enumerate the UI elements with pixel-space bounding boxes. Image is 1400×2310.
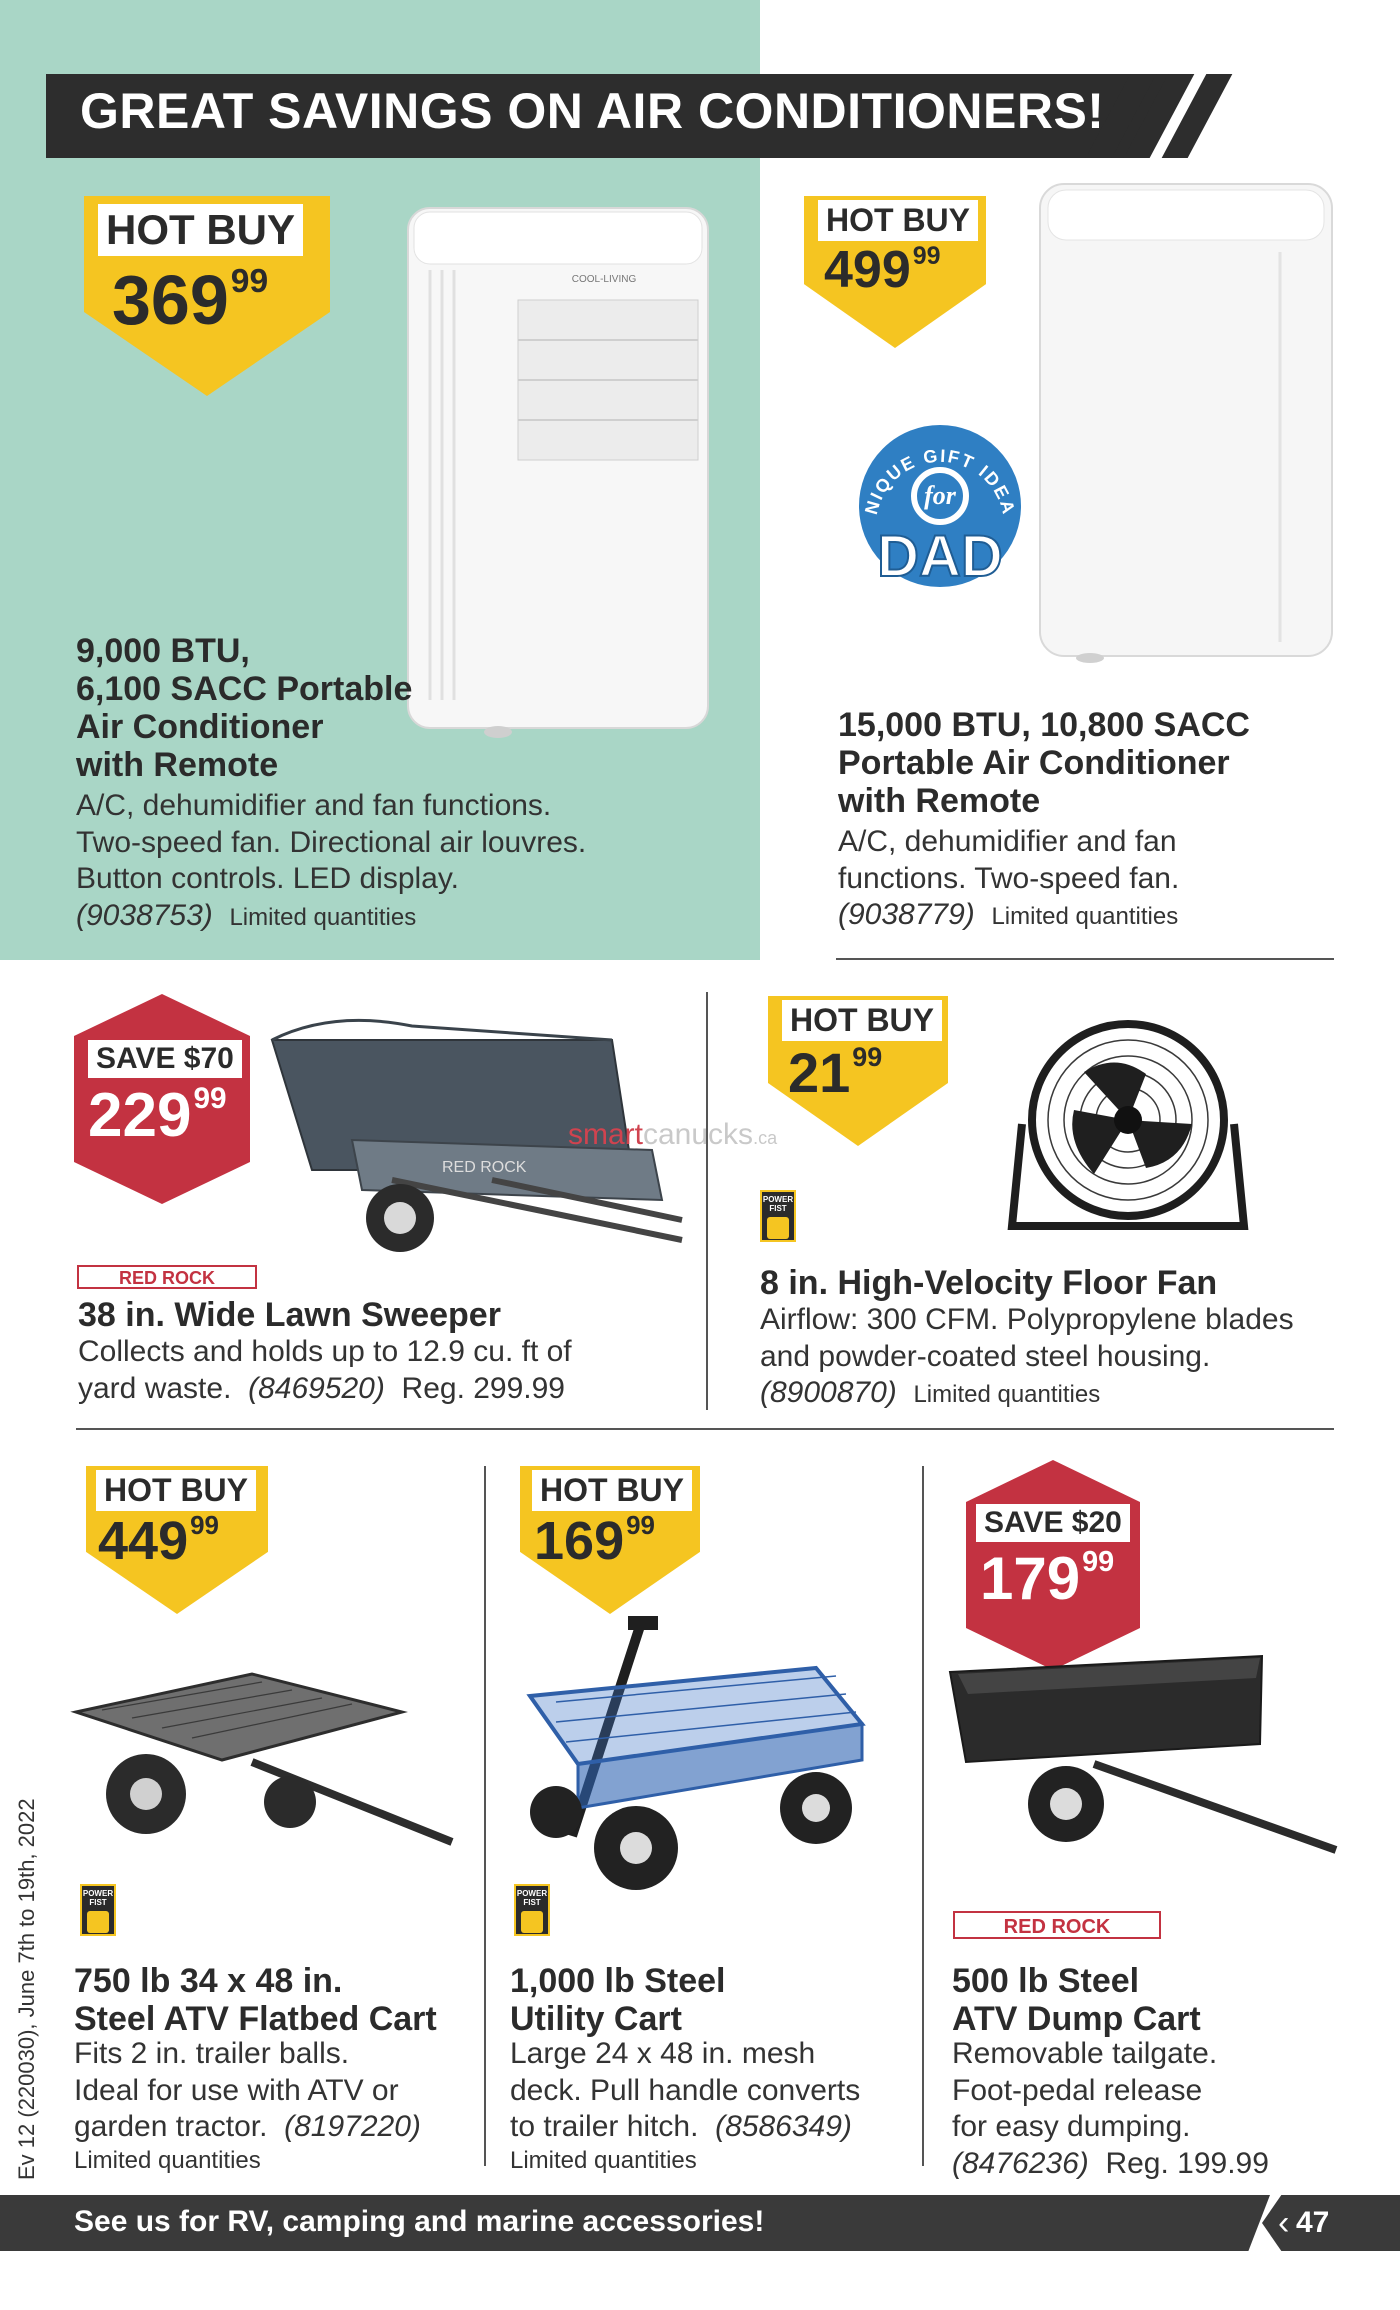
svg-text:RED ROCK: RED ROCK [1003,1916,1111,1938]
product-description: Airflow: 300 CFM. Polypropylene blades and powder-coated steel housing. (8900870) Limited quantities [760,1303,1294,1410]
edition-info: Ev 12 (220030), June 7th to 19th, 2022 [14,1798,39,2180]
product-description: Removable tailgate. Foot-pedal release for easy dumping. (8476236) Reg. 199.99 [952,2037,1269,2180]
product-description: Collects and holds up to 12.9 cu. ft of yard waste. (8469520) Reg. 299.99 [78,1335,572,1405]
product-description: Large 24 x 48 in. mesh deck. Pull handle converts to trailer hitch. (8586349) Limited quantities [510,2037,861,2174]
red-rock-logo [954,1910,1164,1940]
floor-fan-image [996,1012,1260,1240]
section-divider [76,1428,1334,1430]
portable-ac-image [408,200,718,740]
watermark: smartcanucks.ca [568,1118,778,1151]
svg-text:for: for [924,481,956,510]
product-description: Fits 2 in. trailer balls. Ideal for use with ATV or garden tractor. (8197220) Limited quantities [74,2037,421,2174]
section-divider [922,1466,924,2166]
save-label: SAVE $20 [976,1504,1130,1542]
section-divider [836,958,1334,960]
page-number: 47 [1296,2206,1330,2239]
product-title: 15,000 BTU, 10,800 SACC Portable Air Conditioner with Remote [838,706,1250,821]
power-fist-logo: POWER FIST [760,1190,796,1242]
power-fist-logo: POWER FIST [514,1884,550,1936]
power-fist-logo: POWER FIST [80,1884,116,1936]
svg-text:UNIQUE GIFT IDEAS: UNIQUE GIFT IDEAS [840,394,1020,518]
portable-ac-image [1030,172,1342,672]
product-title: 8 in. High-Velocity Floor Fan [760,1264,1218,1302]
product-description: A/C, dehumidifier and fan functions. Two-speed fan. (9038779) Limited quantities [838,825,1180,932]
chevron-left-icon: ‹ [1278,2204,1290,2242]
product-title: 38 in. Wide Lawn Sweeper [78,1296,501,1334]
sale-price: $229^{99}$ [88,1081,227,1150]
utility-cart-image [516,1612,876,1902]
footer-text: See us for RV, camping and marine accessories! [74,2205,765,2238]
section-divider [484,1466,486,2166]
flatbed-cart-image [72,1662,472,1872]
svg-text:RED ROCK: RED ROCK [118,1268,216,1288]
product-description: A/C, dehumidifier and fan functions. Two-speed fan. Directional air louvres. Button controls. LED display. (9038753) Limited quantities [76,789,587,932]
product-title: 9,000 BTU, 6,100 SACC Portable Air Conditioner with Remote [76,632,413,785]
section-divider [706,992,708,1410]
sale-price: $179^{99}$ [980,1545,1115,1612]
save-label: SAVE $70 [88,1040,242,1078]
gift-ideas-for-dad-badge [840,394,1032,600]
red-rock-logo [78,1264,258,1290]
svg-text:COOL-LIVING: COOL-LIVING [571,274,637,285]
svg-text:DAD: DAD [877,524,1003,589]
svg-text:RED ROCK: RED ROCK [442,1159,527,1176]
product-title: 1,000 lb Steel Utility Cart [510,1962,726,2039]
product-title: 500 lb Steel ATV Dump Cart [952,1962,1201,2039]
header-title: GREAT SAVINGS ON AIR CONDITIONERS! [80,83,1105,139]
dump-cart-image [944,1644,1344,1874]
product-title: 750 lb 34 x 48 in. Steel ATV Flatbed Cart [74,1962,437,2039]
